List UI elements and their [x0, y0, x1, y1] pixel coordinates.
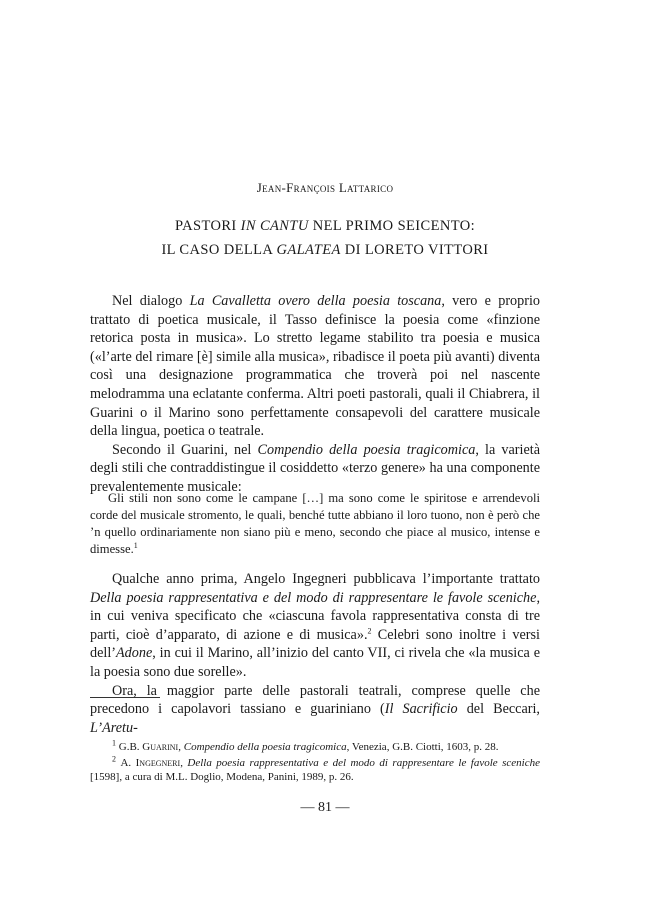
footnote-paragraph: $^1$ G.B. Guarini, Compendio della poesia tragicomica, Venezia, G.B. Ciotti, 1603, p. 28.: [112, 738, 499, 753]
footnote-1: [90, 740, 540, 754]
footnote-number: 2: [112, 754, 116, 764]
footnote-number: 1: [112, 738, 116, 748]
paragraph-4: [90, 682, 540, 738]
title-italic: GALATEA: [276, 242, 341, 258]
article-title-line-1: [0, 214, 650, 238]
footnote-author: G.B. Guarini: [118, 741, 179, 753]
page-number: — 81 —: [300, 800, 350, 815]
text-run: del Beccari,: [457, 701, 540, 718]
article-title-line-2: [0, 238, 650, 262]
paragraph-3: [90, 570, 540, 682]
text-run: , vero e proprio trattato di poetica musicale, il Tasso definisce la poesia come «finzione retorica posta in musica». Lo stretto legame stabilito tra poesia e musica («l’arte del rimare [è] simile alla musica», ribadisce il poeta più avanti) diventa così una designazione programmatica che troverà poi nel nascente melodramma una eclatante conferma. Altri poeti pastorali, quali il Chiabrera, il Guarini o il Marino sono perfettamente consapevoli del carattere musicale della lingua, poetica o teatrale.: [90, 293, 540, 440]
work-title: La Cavalletta overo della poesia toscana: [189, 293, 442, 309]
footnote-ref: 2: [367, 626, 372, 636]
work-title: Della poesia rappresentativa e del modo di rappresentare le favole sceniche: [90, 589, 537, 606]
paragraph-1: [90, 292, 540, 441]
text-run: Secondo il Guarini, nel: [112, 441, 258, 458]
body-block-1: [90, 292, 540, 497]
paragraph-2: [90, 441, 540, 497]
author-name: Jean-François Lattarico: [256, 180, 394, 195]
text-run: , la varietà degli stili che contraddistingue il cosiddetto «terzo genere» ha una componente prevalentemente musicale:: [90, 441, 541, 495]
block-quote: [90, 490, 540, 558]
footnote-text: , Venezia, G.B. Ciotti, 1603, p. 28.: [346, 741, 499, 753]
text-run: Ora, la maggior parte delle pastorali teatrali, comprese quelle che precedono i capolavori tassiano e guariniano (: [90, 682, 540, 718]
footnote-paragraph: $^2$ A. Ingegneri, Della poesia rappresentativa e del modo di rappresentare le favole sceniche [1598], a cura di M.L. Doglio, Modena, Panini, 1989, p. 26.: [90, 754, 541, 783]
title-text: PASTORI: [174, 218, 241, 234]
text-run: Nel dialogo: [112, 293, 190, 309]
text-run: , in cui veniva specificato che «ciascuna favola rappresentativa consta di tre parti, cioè d’apparato, di azione e di musica».: [90, 589, 540, 643]
text-run: Celebri sono inoltre i versi dell’: [90, 626, 540, 662]
text-run: , in cui il Marino, all’inizio del canto VII, ci rivela che «la musica e la poesia sono due sorelle».: [90, 645, 540, 680]
footnote-text: [1598], a cura di M.L. Doglio, Modena, Panini, 1989, p. 26.: [90, 771, 354, 783]
footnote-author: A. Ingegneri: [120, 757, 181, 769]
quote-paragraph: [90, 490, 540, 558]
footnote-title: Compendio della poesia tragicomica: [183, 741, 347, 753]
text-run: Qualche anno prima, Angelo Ingegneri pubblicava l’importante trattato: [112, 571, 540, 587]
title-text: IL CASO DELLA: [161, 242, 277, 258]
body-block-2: [90, 570, 540, 737]
quote-text: Gli stili non sono come le campane […] ma sono come le spiritose e arrendevoli corde del musicale stromento, le quali, benché tutte abbiano il loro tuono, non è però che ’n quello ordinariamente non siano più e meno, secondo che piace al musico, intense e dimesse.: [90, 491, 540, 556]
work-title: L’Aretu-: [90, 719, 138, 736]
title-italic: IN CANTU: [240, 218, 309, 234]
work-title: Il Sacrificio: [384, 701, 458, 718]
footnote-2: [90, 756, 540, 784]
footnote-separator: [90, 697, 160, 698]
work-title: Adone: [116, 645, 153, 662]
footnote-title: Della poesia rappresentativa e del modo di rappresentare le favole sceniche: [187, 757, 541, 769]
title-text: DI LORETO VITTORI: [340, 242, 489, 258]
work-title: Compendio della poesia tragicomica: [257, 441, 476, 458]
footnote-ref: 1: [133, 540, 138, 550]
title-text: NEL PRIMO SEICENTO:: [308, 218, 476, 234]
